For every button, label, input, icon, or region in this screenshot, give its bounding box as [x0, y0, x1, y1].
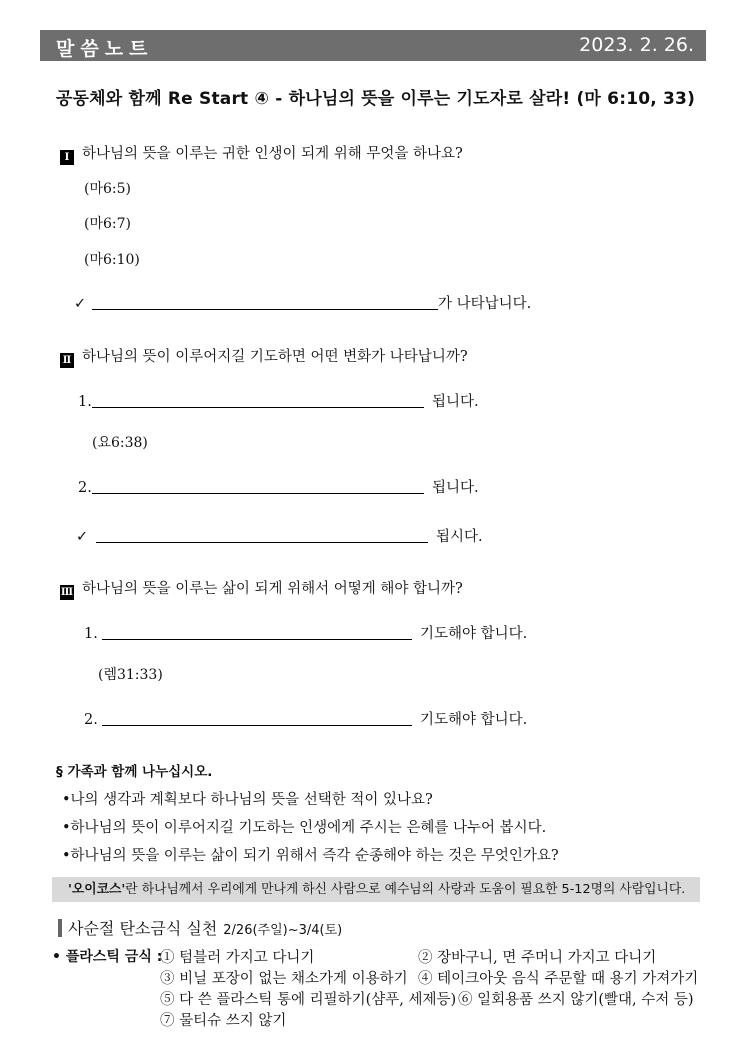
oikos-term: '오이코스' [68, 882, 126, 897]
numeral-2: Ⅱ [60, 353, 74, 368]
answer-blank[interactable] [92, 394, 424, 408]
practice-item: ② 장바구니, 면 주머니 가지고 다니기 [418, 950, 657, 966]
sermon-title: 공동체와 함께 Re Start ④ - 하나님의 뜻을 이루는 기도자로 살라! (마 6:10, 33) [55, 89, 696, 109]
answer-blank[interactable] [92, 480, 424, 494]
answer-line-2-check [76, 525, 483, 546]
question-1-text: 하나님의 뜻을 이루는 귀한 인생이 되게 위해 무엇을 하나요? [82, 146, 463, 162]
lent-title [58, 916, 342, 939]
practice-item: ③ 비닐 포장이 없는 채소가게 이용하기 [160, 971, 408, 987]
share-heading: § 가족과 함께 나누십시오. [56, 764, 213, 780]
answer-blank[interactable] [102, 626, 412, 640]
numeral-3: Ⅲ [60, 587, 74, 598]
answer-suffix: 됩니다. [432, 480, 479, 496]
practice-item: ⑦ 물티슈 쓰지 않기 [160, 1013, 287, 1029]
verse-ref: (요6:38) [92, 435, 148, 451]
answer-blank[interactable] [96, 529, 428, 543]
answer-line-2-1 [78, 390, 479, 411]
answer-suffix: 됩시다. [436, 529, 483, 545]
practice-item: ④ 테이크아웃 음식 주문할 때 용기 가져가기 [418, 971, 699, 987]
answer-line-1-check [74, 292, 531, 313]
header-title: 말씀노트 [56, 38, 154, 60]
answer-suffix: 가 나타납니다. [438, 296, 532, 312]
oikos-note [52, 877, 700, 902]
practice-item: ⑤ 다 쓴 플라스틱 통에 리필하기(샴푸, 세제등) [160, 992, 457, 1008]
answer-line-3-2 [84, 708, 527, 729]
item-number: 2. [78, 480, 92, 496]
question-3-text: 하나님의 뜻을 이루는 삶이 되게 위해서 어떻게 해야 합니까? [82, 581, 463, 597]
section-marker [58, 919, 62, 937]
answer-blank[interactable] [102, 712, 412, 726]
answer-suffix: 기도해야 합니다. [420, 626, 528, 642]
plastic-fast-label: • 플라스틱 금식 : [52, 949, 163, 965]
numeral-1: Ⅰ [60, 150, 74, 165]
item-number: 1. [84, 626, 98, 642]
practice-item: ⑥ 일회용품 쓰지 않기(빨대, 수저 등) [458, 992, 694, 1008]
verse-ref: (마6:5) [84, 181, 131, 197]
verse-ref: (마6:10) [84, 252, 140, 268]
header-date: 2023. 2. 26. [579, 34, 694, 56]
question-2 [60, 345, 468, 368]
lent-period: 2/26(주일)~3/4(토) [223, 923, 343, 938]
verse-ref: (마6:7) [84, 216, 131, 232]
answer-suffix: 기도해야 합니다. [420, 712, 528, 728]
item-number: 1. [78, 394, 92, 410]
oikos-text: 란 하나님께서 우리에게 만나게 하신 사람으로 예수님의 사랑과 도움이 필요한 5-12명의 사람입니다. [125, 882, 686, 897]
answer-suffix: 됩니다. [432, 394, 479, 410]
item-number: 2. [84, 712, 98, 728]
lent-title-text: 사순절 탄소금식 실천 [68, 919, 218, 938]
answer-line-2-2 [78, 476, 479, 497]
check-mark: ✓ [74, 296, 87, 312]
share-item: •나의 생각과 계획보다 하나님의 뜻을 선택한 적이 있나요? [62, 792, 433, 808]
verse-ref: (렘31:33) [98, 667, 163, 683]
header-bar [40, 30, 706, 61]
share-item: •하나님의 뜻을 이루는 삶이 되기 위해서 즉각 순종해야 하는 것은 무엇인가요? [62, 848, 559, 864]
answer-line-3-1 [84, 622, 527, 643]
check-mark: ✓ [76, 529, 89, 545]
question-1 [60, 142, 463, 165]
question-3 [60, 577, 463, 600]
question-2-text: 하나님의 뜻이 이루어지길 기도하면 어떤 변화가 나타납니까? [82, 349, 468, 365]
share-item: •하나님의 뜻이 이루어지길 기도하는 인생에게 주시는 은혜를 나누어 봅시다. [62, 820, 547, 836]
answer-blank[interactable] [92, 296, 438, 310]
practice-item: ① 텀블러 가지고 다니기 [160, 950, 315, 966]
